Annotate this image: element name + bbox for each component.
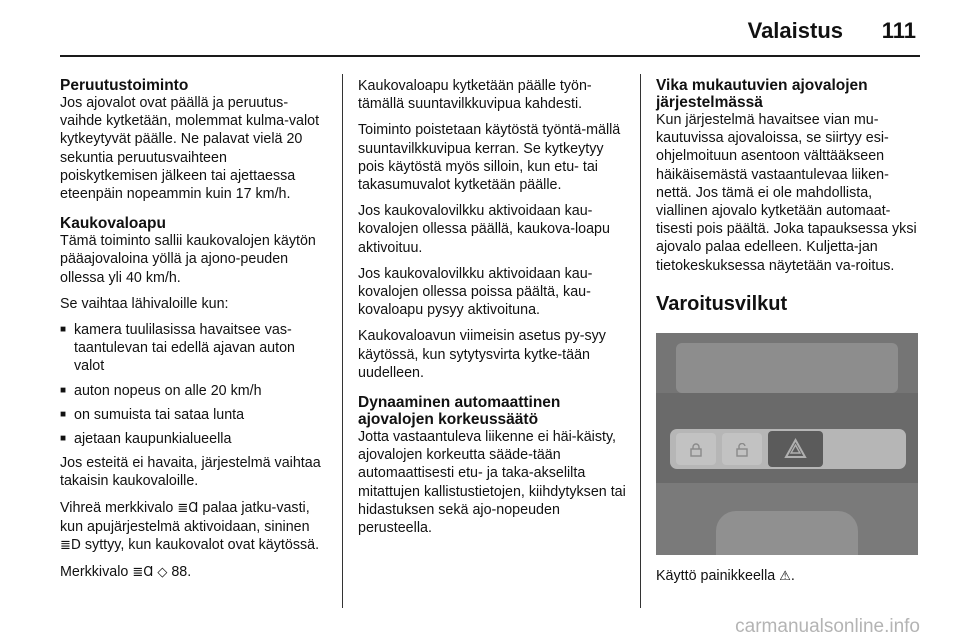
highbeam-icon: ≣D [60, 538, 81, 554]
indicator-text: syttyy, kun kaukovalot ovat käytössä. [84, 537, 320, 554]
auto-highbeam-icon: ≣Ɑ [132, 565, 154, 581]
heading-reversing: Peruutustoiminto [60, 77, 189, 94]
column-2 [358, 77, 626, 545]
paragraph-dynamic-leveling: Jotta vastaantuleva liikenne ei häi-käisty, ajovalojen korkeutta sääde-tään automaattisesti etu- ja taka-akselilta mitattujen kallistustietojen, kiihdytyksen tai hidastuksen sekä ajo-nopeuden perusteella. [358, 429, 626, 537]
heading-adaptive-fault: Vika mukautuvien ajovalojen järjestelmässä [656, 77, 868, 111]
paragraph-indicator [60, 499, 328, 556]
hazard-switch-photo [656, 333, 918, 555]
column-3 [656, 77, 922, 594]
paragraph-flash-on: Jos kaukovalovilkku aktivoidaan kau-kovalojen ollessa päällä, kaukova-loapu aktivoituu. [358, 203, 610, 256]
paragraph-reversing: Jos ajovalot ovat päällä ja peruutus-vaihde kytketään, molemmat kulma-valot kytkeytyvät päälle. Ne palavat vielä 20 sekuntia peruutusvaihteen poiskytkemisen jälkeen tai ajettaessa eteenpäin nopeammin kuin 17 km/h. [60, 95, 320, 203]
paragraph-switch-intro: Se vaihtaa lähivaloille kun: [60, 295, 229, 312]
dashboard-lower-recess [716, 511, 858, 555]
reference-text: Merkkivalo [60, 564, 129, 581]
list-item: ■ ajetaan kaupunkialueella [60, 430, 328, 448]
hazard-icon: ⚠ [779, 569, 791, 585]
unlock-icon [736, 443, 748, 457]
watermark: carmanualsonline.info [735, 616, 920, 637]
lock-button [676, 433, 716, 465]
header-title: Valaistus [747, 18, 843, 43]
column-divider [342, 74, 343, 608]
heading-highbeam-assist: Kaukovaloapu [60, 215, 166, 233]
page-number: 111 [881, 18, 916, 43]
paragraph-highbeam-assist: Tämä toiminto sallii kaukovalojen käytön pääajovaloina yöllä ja ajono-peuden ollessa yli 40 km/h. [60, 233, 316, 286]
paragraph-deactivate: Toiminto poistetaan käytöstä työntä-mällä suuntavilkkuvipua kerran. Se kytkeytyy pois käytöstä myös silloin, kun etu- tai takasumuvalot kytketään päälle. [358, 122, 621, 194]
hazard-button [768, 431, 823, 467]
list-item: ■ on sumuista tai sataa lunta [60, 406, 328, 424]
paragraph-memory: Kaukovaloavun viimeisin asetus py-syy käytössä, kun sytytysvirta kytke-tään uudelleen. [358, 328, 606, 381]
paragraph-adaptive-fault: Kun järjestelmä havaitsee vian mu-kautuvissa ajovaloissa, se siirtyy esi-ohjelmoituun asentoon välttääkseen häikäisemästä vastaantulevaa liiken-nettä. Jos tämä ei ole mahdollista, viallinen ajovalo kytketään automaat-tisesti pois päältä. Joka tapauksessa yksi ajovalo palaa edelleen. Kuljetta-jan tietokeskuksessa näytetään va-roitus. [656, 112, 917, 274]
indicator-text: Vihreä merkkivalo [60, 499, 174, 516]
column-divider [640, 74, 641, 608]
lock-icon [690, 443, 702, 457]
hazard-triangle-icon [768, 431, 823, 467]
reference-page: 88. [171, 564, 192, 581]
paragraph-hazard-caption: Käyttö painikkeella ⚠. [656, 568, 795, 585]
paragraph-flash-off: Jos kaukovalovilkku aktivoidaan kau-kovalojen ollessa poissa päältä, kau-kovaloapu pysyy aktivoituna. [358, 265, 593, 319]
hazard-caption-text: Käyttö painikkeella [656, 568, 776, 585]
page-reference-icon: ◇ [157, 565, 168, 581]
paragraph-no-obstacles: Jos esteitä ei havaita, järjestelmä vaihtaa takaisin kaukovaloille. [60, 455, 321, 490]
header-rule [60, 55, 920, 57]
paragraph-page-reference [60, 563, 328, 582]
condition-list [60, 321, 328, 448]
indicator-text: palaa jatku-vasti, kun apujärjestelmä aktivoidaan, sininen [60, 499, 310, 535]
column-1 [60, 77, 328, 590]
heading-dynamic-leveling: Dynaaminen automaattinen ajovalojen korkeussäätö [358, 394, 561, 429]
paragraph-activate: Kaukovaloapu kytketään päälle työn-tämällä suuntavilkkuvipua kahdesti. [358, 78, 592, 113]
auto-highbeam-icon: ≣Ɑ [177, 500, 199, 516]
list-item: ■ auton nopeus on alle 20 km/h [60, 382, 328, 400]
unlock-button [722, 433, 762, 465]
list-item: ■ kamera tuulilasissa havaitsee vas-taantulevan tai edellä ajavan auton valot [60, 321, 328, 376]
heading-hazard-lights: Varoitusvilkut [656, 292, 788, 315]
dashboard-recess [676, 343, 898, 393]
